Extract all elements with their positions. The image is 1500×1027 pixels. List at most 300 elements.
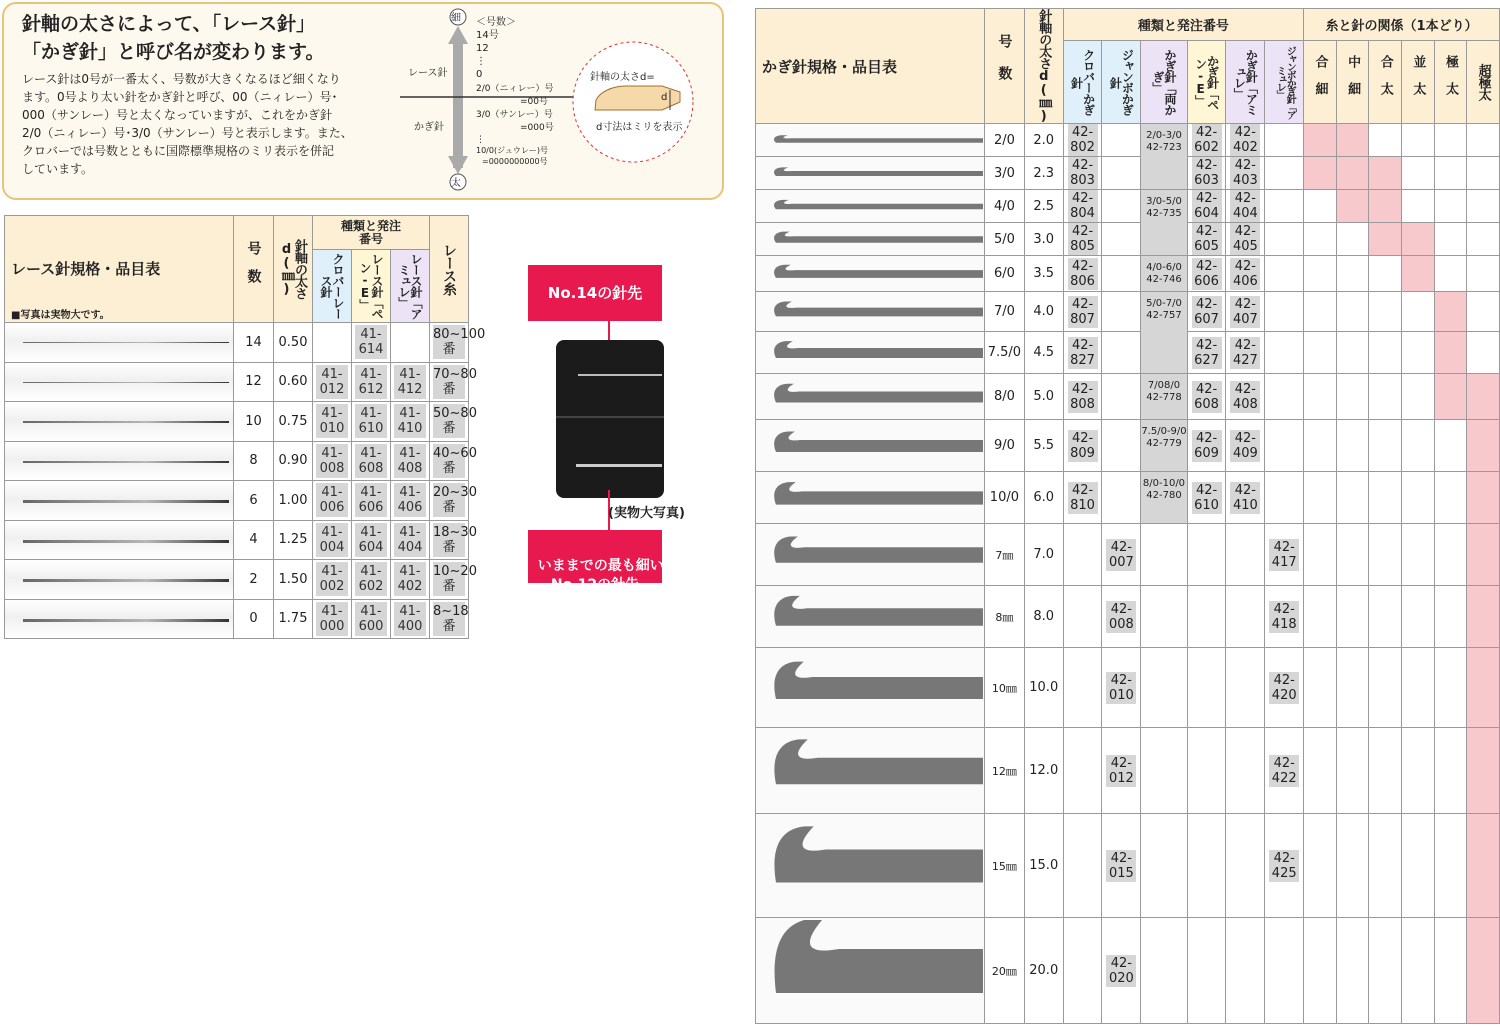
- relation-cell: [1434, 728, 1467, 814]
- crochet-d: 2.0: [1024, 124, 1063, 157]
- relation-cell: [1467, 728, 1500, 814]
- callout-top: [528, 265, 662, 321]
- hook-cell: [756, 292, 985, 332]
- relation-cell: [1434, 420, 1467, 472]
- lace-clover-header: クロバーレース針: [313, 250, 352, 323]
- crochet-num: 15㎜: [984, 814, 1024, 918]
- crochet-code: [1187, 332, 1226, 374]
- lace-code: [352, 560, 391, 600]
- size-line: ⋮: [476, 135, 485, 145]
- relation-cell: [1336, 190, 1369, 223]
- crochet-clover-header: クロバーかぎ針: [1063, 41, 1102, 124]
- relation-cell: [1467, 124, 1500, 157]
- relation-cell: [1369, 728, 1402, 814]
- relation-cell: [1336, 814, 1369, 918]
- lace-code-text: 41-000: [316, 602, 348, 636]
- relation-cell: [1336, 918, 1369, 1024]
- hook-icon: [756, 294, 983, 330]
- crochet-code-text: 42-604: [1192, 190, 1222, 222]
- crochet-num: 7㎜: [984, 524, 1024, 586]
- crochet-code-empty: [1141, 586, 1187, 648]
- relation-cell: [1304, 472, 1337, 524]
- crochet-d: 2.3: [1024, 157, 1063, 190]
- lace-needle-photo: [5, 362, 234, 402]
- relation-cell: [1434, 256, 1467, 292]
- crochet-code-text: 42-409: [1230, 430, 1260, 462]
- crochet-code-empty: [1187, 524, 1226, 586]
- hook-icon: [756, 422, 983, 470]
- crochet-code: [1226, 190, 1265, 223]
- lace-code-empty: [391, 323, 430, 363]
- crochet-num-header: 号数: [984, 9, 1024, 124]
- crochet-code-empty: [1141, 728, 1187, 814]
- relation-cell: [1402, 728, 1435, 814]
- relation-cell: [1467, 472, 1500, 524]
- crochet-jumbo-header: ジャンボかぎ針: [1102, 41, 1141, 124]
- lace-needle: [23, 540, 229, 543]
- crochet-code-text: 42-406: [1230, 258, 1260, 290]
- hook-icon: [756, 159, 983, 188]
- crochet-code-text: 42-425: [1269, 850, 1299, 882]
- crochet-row: [756, 190, 1500, 223]
- relation-cell: [1402, 586, 1435, 648]
- relation-cell: [1434, 190, 1467, 223]
- rel-col-header: 中細: [1336, 41, 1369, 124]
- thick-mark: 太: [451, 178, 461, 189]
- relation-cell: [1467, 332, 1500, 374]
- lace-title-cell: [5, 216, 234, 323]
- lace-num: 2: [234, 560, 274, 600]
- lace-code-text: 41-002: [316, 562, 348, 596]
- lace-d: 0.50: [274, 323, 313, 363]
- size-diagram: [400, 6, 720, 196]
- real-size-label: (実物大写真): [608, 506, 685, 521]
- lace-needle: [23, 461, 229, 463]
- crochet-code-empty: [1265, 190, 1304, 223]
- crochet-code: [1102, 524, 1141, 586]
- rel-col-header: 超極太: [1467, 41, 1500, 124]
- crochet-code-empty: [1102, 256, 1141, 292]
- lace-code-text: 41-406: [394, 483, 426, 517]
- crochet-code: [1187, 374, 1226, 420]
- crochet-num: 7/0: [984, 292, 1024, 332]
- lace-yarn-text: 18~30番: [433, 524, 477, 555]
- relation-cell: [1402, 420, 1435, 472]
- relation-cell: [1434, 223, 1467, 256]
- hook-icon: [756, 588, 983, 646]
- relation-cell: [1467, 223, 1500, 256]
- relation-cell: [1402, 256, 1435, 292]
- lace-code: [352, 481, 391, 521]
- relation-cell: [1304, 918, 1337, 1024]
- lace-yarn-header: レース糸: [430, 216, 469, 323]
- crochet-d: 12.0: [1024, 728, 1063, 814]
- crochet-code: [1102, 814, 1141, 918]
- hook-icon: [756, 920, 983, 1022]
- relation-cell: [1369, 918, 1402, 1024]
- relation-cell: [1304, 524, 1337, 586]
- crochet-code: [1187, 124, 1226, 157]
- crochet-code-text: 42-809: [1068, 430, 1098, 462]
- crochet-code-text: 42-827: [1068, 337, 1098, 369]
- crochet-num: 6/0: [984, 256, 1024, 292]
- crochet-code-text: 42-608: [1192, 381, 1222, 413]
- crochet-code: [1102, 728, 1141, 814]
- size-line: 0: [476, 69, 483, 80]
- crochet-code-empty: [1141, 814, 1187, 918]
- crochet-code: [1226, 223, 1265, 256]
- lace-group-header: 種類と発注番号: [313, 216, 430, 250]
- lace-needle: [23, 500, 229, 502]
- lace-needle: [23, 579, 229, 582]
- lace-code-text: 41-010: [316, 404, 348, 438]
- crochet-d: 2.5: [1024, 190, 1063, 223]
- relation-cell: [1336, 472, 1369, 524]
- lace-note: ■写真は実物大です。: [11, 310, 110, 321]
- crochet-num: 3/0: [984, 157, 1024, 190]
- crochet-code-text: 42-404: [1230, 190, 1260, 222]
- hook-cell: [756, 814, 985, 918]
- lace-needle: [23, 382, 229, 383]
- crochet-row: [756, 728, 1500, 814]
- crochet-code-text: 42-609: [1192, 430, 1222, 462]
- needle-photo: [556, 340, 664, 498]
- relation-cell: [1336, 292, 1369, 332]
- relation-cell: [1369, 586, 1402, 648]
- crochet-num: 12㎜: [984, 728, 1024, 814]
- lace-yarn: [430, 402, 477, 442]
- lace-code: [352, 362, 391, 402]
- crochet-code-empty: [1141, 918, 1187, 1024]
- crochet-code-text: 42-804: [1068, 190, 1098, 222]
- relation-cell: [1369, 814, 1402, 918]
- lace-yarn-text: 8~18番: [433, 603, 469, 634]
- lace-num: 0: [234, 599, 274, 639]
- lace-code-text: 41-608: [355, 444, 387, 478]
- crochet-code-text: 42-010: [1106, 672, 1136, 704]
- hook-icon: [756, 376, 983, 418]
- crochet-code-text: 42-427: [1230, 337, 1260, 369]
- crochet-code: [1063, 124, 1102, 157]
- crochet-row: [756, 157, 1500, 190]
- rel-col-header: 合細: [1304, 41, 1337, 124]
- crochet-code-empty: [1226, 814, 1265, 918]
- crochet-code: [1063, 256, 1102, 292]
- relation-cell: [1336, 374, 1369, 420]
- lace-yarn-text: 50~80番: [433, 406, 477, 437]
- lace-code: [391, 560, 430, 600]
- hook-icon: [756, 730, 983, 812]
- lace-code-text: 41-612: [355, 365, 387, 399]
- lace-needle-photo: [5, 560, 234, 600]
- size-line: 14号: [476, 30, 499, 41]
- relation-cell: [1304, 190, 1337, 223]
- crochet-d: 6.0: [1024, 472, 1063, 524]
- lace-num-header: 号数: [234, 216, 274, 323]
- relation-cell: [1467, 256, 1500, 292]
- relation-cell: [1336, 332, 1369, 374]
- lace-code-text: 41-614: [355, 325, 387, 359]
- crochet-code-text: 42-605: [1192, 223, 1222, 255]
- crochet-code: [1102, 586, 1141, 648]
- rel-col-header: 並太: [1402, 41, 1435, 124]
- crochet-code: [1187, 292, 1226, 332]
- relation-cell: [1336, 648, 1369, 728]
- relation-cell: [1402, 157, 1435, 190]
- lace-row: [5, 441, 469, 481]
- relation-cell: [1304, 332, 1337, 374]
- crochet-code: [1063, 157, 1102, 190]
- crochet-code: [1226, 332, 1265, 374]
- lace-code: [352, 402, 391, 442]
- crochet-d: 15.0: [1024, 814, 1063, 918]
- crochet-d: 7.0: [1024, 524, 1063, 586]
- lace-yarn: [430, 323, 486, 363]
- crochet-code: [1226, 256, 1265, 292]
- crochet-d: 3.5: [1024, 256, 1063, 292]
- hook-icon: [756, 126, 983, 155]
- relation-cell: [1336, 586, 1369, 648]
- relation-cell: [1467, 918, 1500, 1024]
- lace-num: 14: [234, 323, 274, 363]
- crochet-row: [756, 586, 1500, 648]
- crochet-code: [1187, 157, 1226, 190]
- crochet-code-empty: [1063, 586, 1102, 648]
- crochet-code-text: 42-417: [1269, 539, 1299, 571]
- relation-cell: [1434, 124, 1467, 157]
- size-line: ＜号数＞: [476, 17, 516, 28]
- size-line: =000号: [520, 123, 554, 133]
- crochet-num: 8㎜: [984, 586, 1024, 648]
- crochet-code-empty: [1265, 223, 1304, 256]
- lace-row: [5, 560, 469, 600]
- crochet-code-text: 42-602: [1192, 124, 1222, 156]
- crochet-code-empty: [1265, 292, 1304, 332]
- crochet-code-empty: [1102, 420, 1141, 472]
- relation-cell: [1369, 374, 1402, 420]
- crochet-code: [1226, 472, 1265, 524]
- lace-code: [313, 402, 352, 442]
- relation-cell: [1467, 814, 1500, 918]
- hook-cell: [756, 223, 985, 256]
- crochet-code-text: 42-008: [1106, 601, 1136, 633]
- relation-cell: [1369, 524, 1402, 586]
- crochet-code: [1063, 190, 1102, 223]
- crochet-code-text: 42-012: [1106, 755, 1136, 787]
- crochet-code: [1265, 728, 1304, 814]
- relation-cell: [1434, 332, 1467, 374]
- lace-code-empty: [313, 323, 352, 363]
- lace-code: [313, 599, 352, 639]
- hook-icon: [756, 816, 983, 916]
- size-line: =00号: [520, 97, 548, 107]
- lace-title: レース針規格・品目表: [11, 260, 161, 278]
- lace-code-text: 41-006: [316, 483, 348, 517]
- relation-cell: [1434, 157, 1467, 190]
- crochet-code: [1265, 648, 1304, 728]
- hook-cell: [756, 728, 985, 814]
- lace-code-text: 41-610: [355, 404, 387, 438]
- rel-col-header: 合太: [1369, 41, 1402, 124]
- relation-cell: [1304, 223, 1337, 256]
- relation-cell: [1369, 292, 1402, 332]
- crochet-d: 8.0: [1024, 586, 1063, 648]
- crochet-code-empty: [1187, 586, 1226, 648]
- crochet-code-empty: [1265, 374, 1304, 420]
- lace-row: [5, 323, 469, 363]
- relation-cell: [1467, 586, 1500, 648]
- hook-cell: [756, 586, 985, 648]
- ryo-code: 8/0-10/0 42-780: [1141, 472, 1187, 524]
- relation-cell: [1304, 157, 1337, 190]
- lace-code-text: 41-604: [355, 523, 387, 557]
- crochet-code-text: 42-807: [1068, 296, 1098, 328]
- relation-cell: [1467, 420, 1500, 472]
- relation-header: 糸と針の関係（1本どり）: [1304, 9, 1500, 41]
- crochet-row: [756, 814, 1500, 918]
- hook-cell: [756, 420, 985, 472]
- crochet-code: [1187, 223, 1226, 256]
- relation-cell: [1434, 918, 1467, 1024]
- crochet-code: [1265, 586, 1304, 648]
- crochet-code-empty: [1102, 472, 1141, 524]
- lace-code-text: 41-412: [394, 365, 426, 399]
- crochet-code-text: 42-803: [1068, 157, 1098, 189]
- hook-icon: [756, 474, 983, 522]
- relation-cell: [1434, 292, 1467, 332]
- crochet-code-empty: [1226, 586, 1265, 648]
- hook-cell: [756, 918, 985, 1024]
- hook-icon: [756, 192, 983, 221]
- crochet-ryo-header: かぎ針「両かぎ」: [1141, 41, 1187, 124]
- relation-cell: [1402, 648, 1435, 728]
- crochet-code: [1102, 918, 1141, 1024]
- lace-code-text: 41-602: [355, 562, 387, 596]
- lace-code: [391, 402, 430, 442]
- lace-code: [313, 560, 352, 600]
- lace-yarn-text: 70~80番: [433, 366, 477, 397]
- crochet-row: [756, 292, 1500, 332]
- lace-code-text: 41-606: [355, 483, 387, 517]
- crochet-code-empty: [1063, 918, 1102, 1024]
- lace-num: 6: [234, 481, 274, 521]
- ryo-code: 4/0-6/0 42-746: [1141, 256, 1187, 292]
- crochet-d: 4.5: [1024, 332, 1063, 374]
- lace-needle: [23, 342, 229, 343]
- crochet-code-empty: [1063, 814, 1102, 918]
- relation-cell: [1434, 472, 1467, 524]
- callout-bottom: [528, 530, 664, 593]
- crochet-code: [1187, 190, 1226, 223]
- hook-cell: [756, 332, 985, 374]
- crochet-code-text: 42-607: [1192, 296, 1222, 328]
- hook-cell: [756, 648, 985, 728]
- relation-cell: [1434, 814, 1467, 918]
- relation-cell: [1402, 124, 1435, 157]
- hook-icon: [756, 258, 983, 290]
- crochet-code: [1063, 420, 1102, 472]
- crochet-row: [756, 332, 1500, 374]
- crochet-d: 3.0: [1024, 223, 1063, 256]
- callout-top-text: No.14の針先: [547, 284, 643, 302]
- crochet-code-text: 42-402: [1230, 124, 1260, 156]
- size-line: 12: [476, 43, 489, 54]
- lace-needle: [23, 619, 229, 622]
- relation-cell: [1467, 157, 1500, 190]
- crochet-table: [755, 8, 1500, 1024]
- crochet-row: [756, 223, 1500, 256]
- hook-icon: [756, 650, 983, 726]
- crochet-code-empty: [1102, 190, 1141, 223]
- relation-cell: [1369, 420, 1402, 472]
- crochet-code-text: 42-802: [1068, 124, 1098, 156]
- lace-code-text: 41-004: [316, 523, 348, 557]
- ryo-code: 2/0-3/0 42-723: [1141, 124, 1187, 190]
- lace-code-text: 41-400: [394, 602, 426, 636]
- crochet-code-text: 42-408: [1230, 381, 1260, 413]
- crochet-code-text: 42-810: [1068, 482, 1098, 514]
- size-line: =0000000000号: [482, 157, 548, 166]
- crochet-pene-header: かぎ針「ペン-E」: [1187, 41, 1226, 124]
- lace-d: 1.25: [274, 520, 313, 560]
- lace-code: [391, 362, 430, 402]
- size-line: 2/0（ニィレー）号: [476, 84, 554, 94]
- crochet-code-empty: [1226, 728, 1265, 814]
- crochet-code-empty: [1063, 648, 1102, 728]
- lace-d-header: 針軸の太さd(㎜): [274, 216, 313, 323]
- intro-title: 針軸の太さによって、「レース針」 「かぎ針」と呼び名が変わります。: [22, 13, 325, 63]
- relation-cell: [1434, 648, 1467, 728]
- lace-code: [352, 520, 391, 560]
- relation-cell: [1369, 157, 1402, 190]
- crochet-code-empty: [1265, 157, 1304, 190]
- intro-body: レース針は0号が一番太く、号数が大きくなるほど細くなり ます。0号より太い針をかぎ針と呼び、00（ニィレー）号･ 000（サンレー）号と太くなっていますが、これをかぎ針 2/0（ニィレー）号･3/0（サンレー）号と表示します。また、 クロバーでは号数とともに国際標準規格のミリ表示を併記 しています。: [22, 72, 353, 176]
- crochet-code: [1063, 292, 1102, 332]
- crochet-code-empty: [1226, 524, 1265, 586]
- lace-pene-header: レース針「ペン-E」: [352, 250, 391, 323]
- crochet-code-text: 42-403: [1230, 157, 1260, 189]
- callout-bottom-text: いままでの最も細い No.12の針先: [537, 558, 664, 593]
- crochet-code: [1063, 374, 1102, 420]
- relation-cell: [1467, 524, 1500, 586]
- relation-cell: [1402, 918, 1435, 1024]
- crochet-row: [756, 524, 1500, 586]
- lace-row: [5, 599, 469, 639]
- relation-cell: [1336, 728, 1369, 814]
- crochet-code: [1226, 157, 1265, 190]
- crochet-amure-header: かぎ針「アミュレ」: [1226, 41, 1265, 124]
- lace-code: [391, 441, 430, 481]
- crochet-num: 10㎜: [984, 648, 1024, 728]
- crochet-code-empty: [1102, 292, 1141, 332]
- crochet-code-empty: [1102, 374, 1141, 420]
- crochet-code-empty: [1265, 472, 1304, 524]
- lace-needle-photo: [5, 481, 234, 521]
- relation-cell: [1434, 524, 1467, 586]
- lace-row: [5, 520, 469, 560]
- lace-num: 12: [234, 362, 274, 402]
- lace-yarn: [430, 362, 477, 402]
- crochet-code: [1265, 814, 1304, 918]
- lace-code-text: 41-404: [394, 523, 426, 557]
- lace-label: レース針: [408, 68, 448, 79]
- crochet-code-text: 42-407: [1230, 296, 1260, 328]
- lace-code: [313, 520, 352, 560]
- crochet-row: [756, 420, 1500, 472]
- crochet-code-empty: [1265, 918, 1304, 1024]
- crochet-code-empty: [1102, 332, 1141, 374]
- lace-code: [391, 599, 430, 639]
